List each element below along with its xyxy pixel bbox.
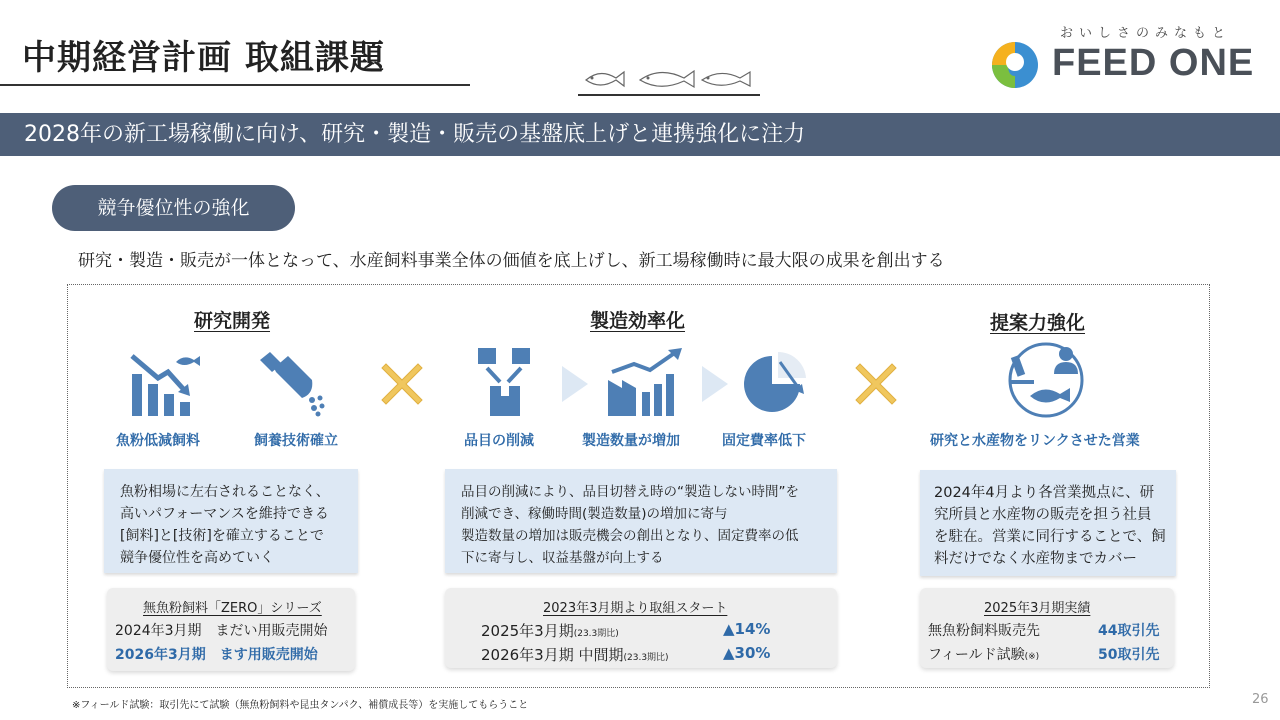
desc-line: 下に寄与し、収益基盤が向上する xyxy=(461,550,664,566)
result-row2-value: ▲30% xyxy=(723,644,771,662)
research-description xyxy=(104,469,358,573)
page-title: 中期経営計画 取組課題 xyxy=(22,38,385,78)
desc-line: 品目の削減により、品目切替え時の“製造しない時間”を xyxy=(461,484,799,500)
result-row1-label: 無魚粉飼料販売先 xyxy=(928,623,1040,639)
result-row2-value: 50取引先 xyxy=(1098,647,1160,663)
desc-line: 魚粉相場に左右されることなく、 xyxy=(120,484,330,500)
pie-down-icon xyxy=(742,350,808,416)
result-row1-value: ▲14% xyxy=(723,620,771,638)
icon-label-item-reduction: 品目の削減 xyxy=(464,433,534,449)
icon-label-volume-increase: 製造数量が増加 xyxy=(582,433,680,449)
logo-text: FEED ONE xyxy=(1052,42,1255,84)
result-head: 2025年3月期実績 xyxy=(984,601,1091,616)
research-result-box xyxy=(107,588,355,671)
result-head: 2023年3月期より取組スタート xyxy=(543,601,728,616)
feed-one-logo xyxy=(990,22,1260,90)
arrow-right-icon xyxy=(700,364,730,404)
icon-label-feeding-tech: 飼養技術確立 xyxy=(254,433,338,449)
desc-line: 削減でき、稼働時間(製造数量)の増加に寄与 xyxy=(461,506,728,522)
result-row2 xyxy=(481,644,669,665)
desc-line: 競争優位性を高めていく xyxy=(120,550,274,566)
scoop-feed-icon xyxy=(256,350,328,418)
result-row2-label: フィールド試験 xyxy=(928,647,1025,663)
result-row2 xyxy=(928,644,1039,664)
fish-decoration-icon xyxy=(580,62,760,94)
research-title: 研究開発 xyxy=(194,310,271,332)
result-row1 xyxy=(481,620,619,641)
desc-line: 高いパフォーマンスを維持できる xyxy=(120,506,329,522)
factory-growth-icon xyxy=(606,346,686,418)
sales-result-box xyxy=(920,588,1174,668)
page-number: 26 xyxy=(1252,692,1269,707)
boxes-merge-icon xyxy=(472,346,538,418)
desc-line: を駐在。営業に同行することで、飼 xyxy=(934,529,1166,545)
sales-title: 提案力強化 xyxy=(990,312,1086,334)
result-row2-note: (※) xyxy=(1024,652,1040,662)
title-underline xyxy=(0,84,470,86)
result-head: 無魚粉飼料「ZERO」シリーズ xyxy=(143,601,322,616)
result-row1-label: 2025年3月期 xyxy=(481,622,574,640)
headline-banner: 2028年の新工場稼働に向け、研究・製造・販売の基盤底上げと連携強化に注力 xyxy=(0,113,1280,156)
desc-line: 料だけでなく水産物までカバー xyxy=(934,551,1137,567)
logo-tagline: おいしさのみなもと xyxy=(1060,26,1232,41)
researcher-fish-icon xyxy=(1000,340,1092,420)
result-line-highlight: 2026年3月期 ます用販売開始 xyxy=(115,647,318,663)
footnote: ※フィールド試験：取引先にて試験（無魚粉飼料や昆虫タンパク、補償成長等）を実施してもらうこと xyxy=(72,700,529,711)
cross-icon xyxy=(854,362,898,406)
result-row1-note: (23.3期比) xyxy=(573,629,619,639)
desc-line: 2024年4月より各営業拠点に、研 xyxy=(934,485,1155,501)
cross-icon xyxy=(380,362,424,406)
icon-label-sales-link: 研究と水産物をリンクさせた営業 xyxy=(930,433,1140,449)
logo-mark-icon xyxy=(990,40,1040,90)
sales-description xyxy=(920,470,1176,576)
arrow-right-icon xyxy=(560,364,590,404)
result-line: 2024年3月期 まだい用販売開始 xyxy=(115,623,328,639)
icon-label-fishmeal: 魚粉低減飼料 xyxy=(116,433,200,449)
icon-label-fixed-cost: 固定費率低下 xyxy=(722,433,806,449)
manufacturing-result-box xyxy=(445,588,837,668)
manufacturing-description xyxy=(445,469,837,573)
title-underline-right xyxy=(578,94,760,96)
chart-down-fish-icon xyxy=(128,350,200,418)
desc-line: [飼料]と[技術]を確立することで xyxy=(120,528,324,544)
desc-line: 究所員と水産物の販売を担う社員 xyxy=(934,507,1152,523)
section-pill: 競争優位性の強化 xyxy=(52,185,295,231)
manufacturing-title: 製造効率化 xyxy=(590,310,686,332)
result-row1-value: 44取引先 xyxy=(1098,623,1160,639)
lead-text: 研究・製造・販売が一体となって、水産飼料事業全体の価値を底上げし、新工場稼働時に最大限の成果を創出する xyxy=(78,251,945,271)
result-row2-label: 2026年3月期 中間期 xyxy=(481,646,624,664)
result-row2-note: (23.3期比) xyxy=(623,653,669,663)
desc-line: 製造数量の増加は販売機会の創出となり、固定費率の低 xyxy=(461,528,799,544)
